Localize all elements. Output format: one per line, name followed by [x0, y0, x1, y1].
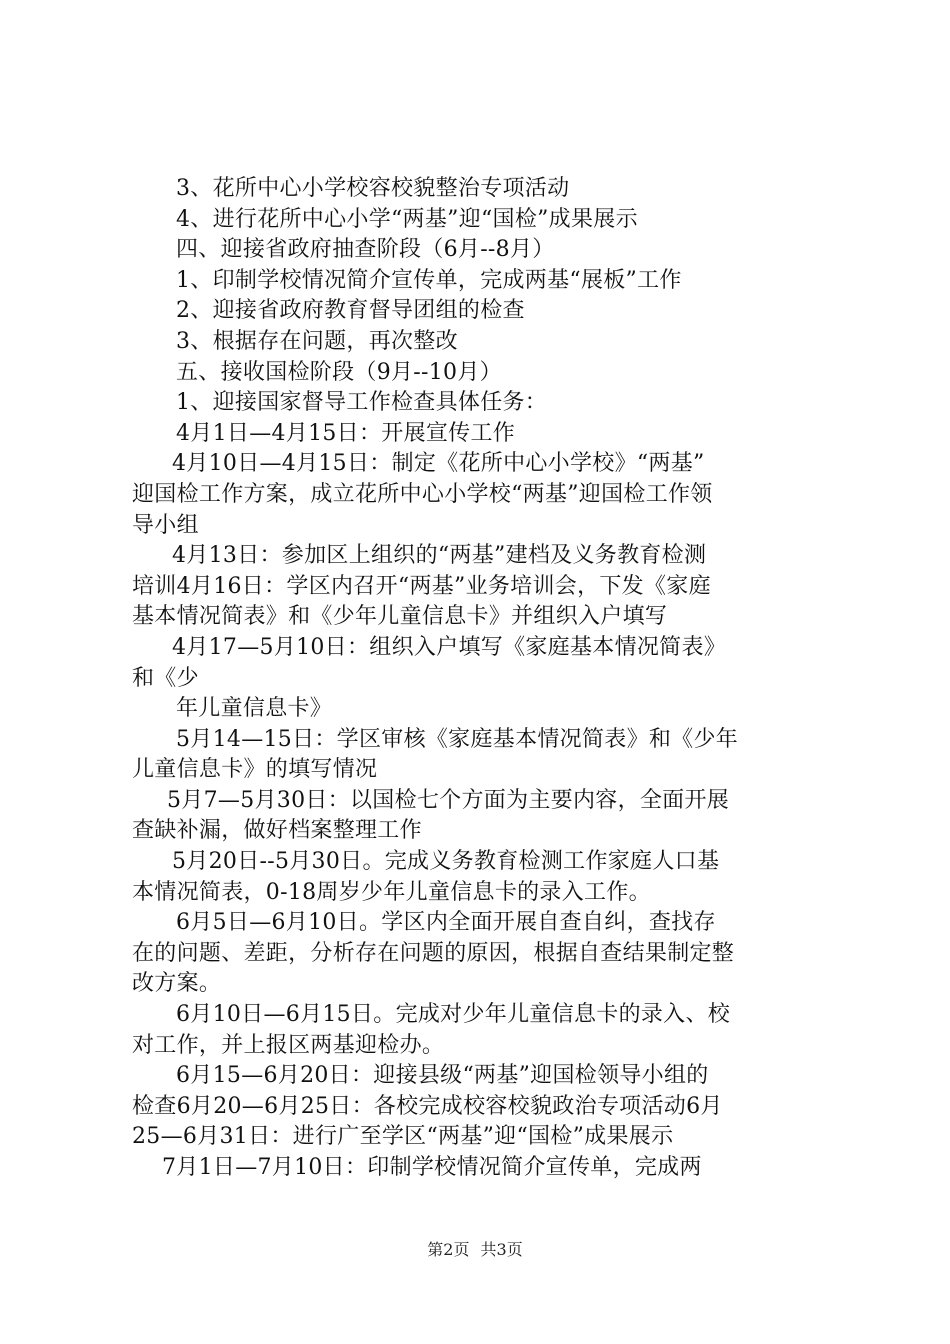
text-line: 检查6月20—6月25日：各校完成校容校貌政治专项活动6月 [132, 1093, 723, 1119]
text-line: 本情况简表，0-18周岁少年儿童信息卡的录入工作。 [132, 879, 651, 905]
text-line: 1、印制学校情况简介宣传单，完成两基“展板”工作 [176, 267, 682, 293]
text-line: 5月7—5月30日：以国检七个方面为主要内容，全面开展 [167, 787, 730, 813]
text-line: 2、迎接省政府教育督导团组的检查 [176, 298, 525, 324]
text-line: 5月14—15日：学区审核《家庭基本情况简表》和《少年 [176, 726, 739, 752]
text-line: 基本情况简表》和《少年儿童信息卡》并组织入户填写 [132, 604, 668, 630]
text-line: 4、进行花所中心小学“两基”迎“国检”成果展示 [176, 206, 638, 232]
text-line: 5月20日--5月30日。完成义务教育检测工作家庭人口基 [172, 849, 720, 875]
document-body [132, 174, 832, 1184]
text-line: 在的问题、差距，分析存在问题的原因，根据自查结果制定整 [132, 940, 735, 966]
text-line: 6月15—6月20日：迎接县级“两基”迎国检领导小组的 [176, 1063, 709, 1089]
text-line: 3、根据存在问题，再次整改 [176, 328, 458, 354]
text-line: 3、花所中心小学校容校貌整治专项活动 [176, 176, 570, 201]
page-footer [0, 1240, 950, 1260]
text-line: 导小组 [132, 512, 199, 538]
section-heading: 四、迎接省政府抽查阶段（6月--8月） [176, 237, 555, 263]
section-heading: 五、接收国检阶段（9月--10月） [176, 359, 502, 385]
text-line: 1、迎接国家督导工作检查具体任务： [176, 390, 548, 416]
text-line: 4月1日—4月15日：开展宣传工作 [176, 420, 516, 446]
text-line: 4月13日：参加区上组织的“两基”建档及义务教育检测 [172, 543, 707, 569]
text-line: 培训4月16日：学区内召开“两基”业务培训会，下发《家庭 [132, 573, 711, 599]
text-line: 6月5日—6月10日。学区内全面开展自查自纠，查找存 [176, 910, 716, 936]
page-total: 共3页 [480, 1240, 523, 1259]
text-line: 对工作，并上报区两基迎检办。 [132, 1032, 445, 1058]
text-line: 6月10日—6月15日。完成对少年儿童信息卡的录入、校 [176, 1002, 731, 1028]
text-line: 儿童信息卡》的填写情况 [132, 757, 378, 783]
text-line: 和《少 [132, 665, 199, 691]
text-line: 4月17—5月10日：组织入户填写《家庭基本情况简表》 [172, 634, 727, 660]
text-line: 迎国检工作方案，成立花所中心小学校“两基”迎国检工作领 [132, 481, 713, 507]
text-line: 改方案。 [132, 971, 222, 997]
page-number: 第2页 [427, 1240, 470, 1259]
text-line: 查缺补漏，做好档案整理工作 [132, 818, 422, 844]
text-line: 25—6月31日：进行广至学区“两基”迎“国检”成果展示 [132, 1124, 674, 1150]
text-line: 7月1日—7月10日：印制学校情况简介宣传单，完成两 [162, 1155, 702, 1180]
text-line: 年儿童信息卡》 [176, 696, 333, 722]
text-line: 4月10日—4月15日：制定《花所中心小学校》“两基” [172, 451, 705, 477]
